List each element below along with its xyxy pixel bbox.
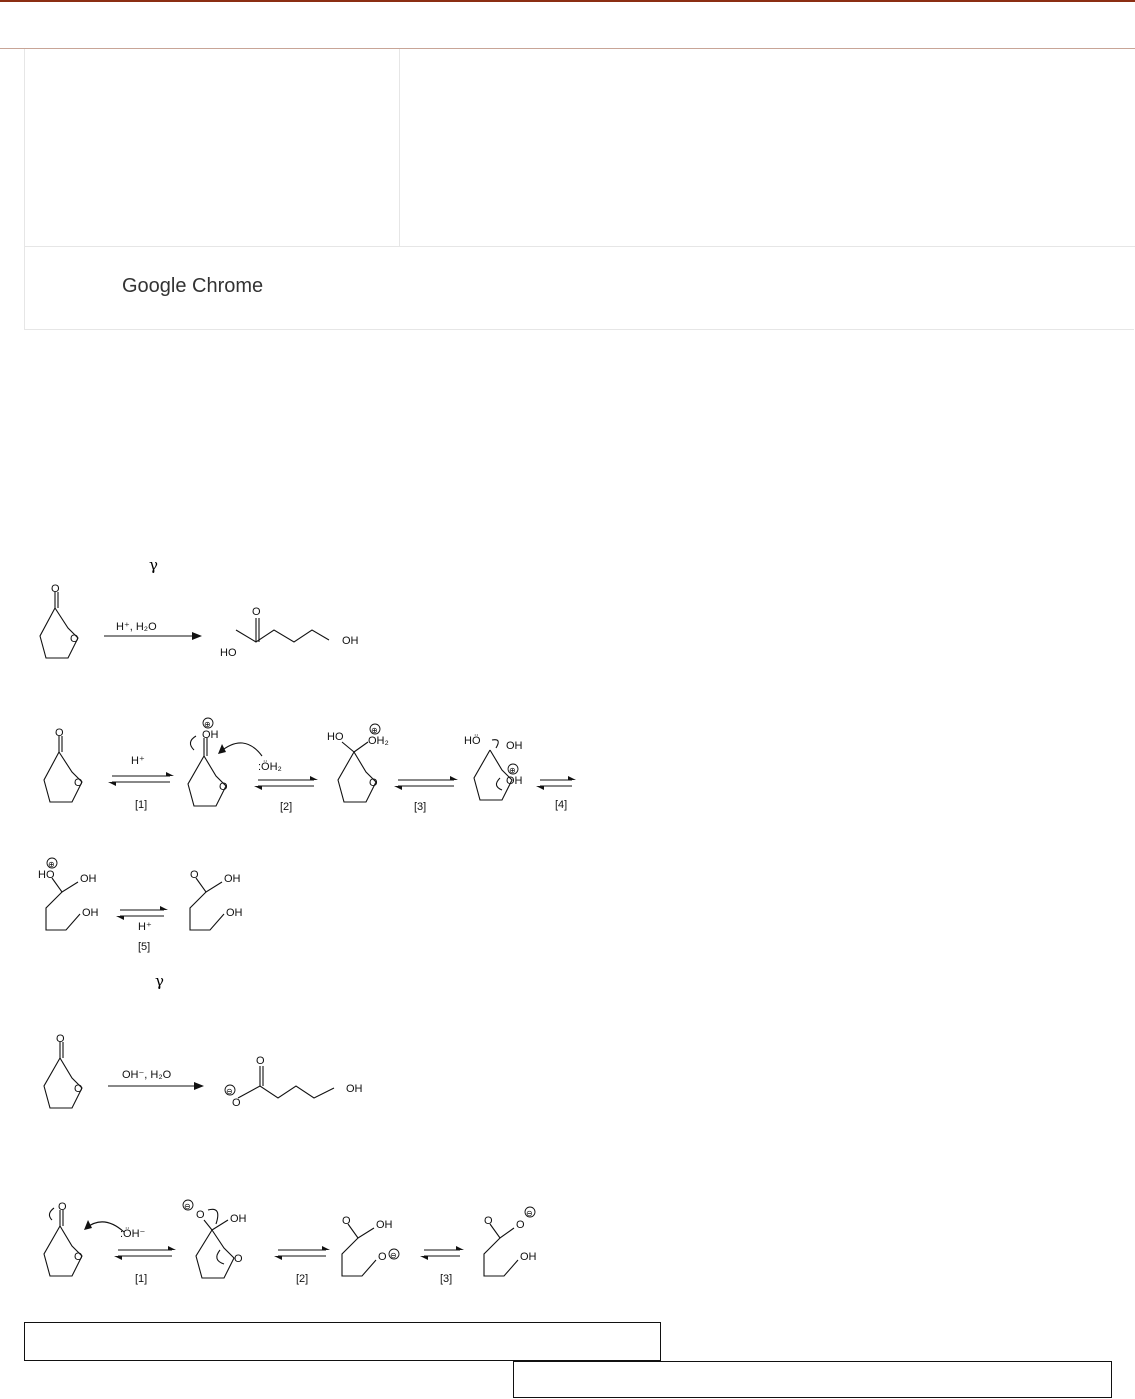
svg-text:HO: HO bbox=[38, 869, 55, 881]
equilibrium-arrow-4 bbox=[536, 776, 576, 790]
svg-text:O: O bbox=[74, 1251, 83, 1263]
acid-alkoxide-structure bbox=[342, 1215, 399, 1276]
svg-text:O: O bbox=[342, 1215, 351, 1227]
hydroxy-acid-product-structure bbox=[190, 869, 243, 930]
svg-text:O: O bbox=[74, 1083, 83, 1095]
carbonyl-o-label: O bbox=[51, 583, 60, 595]
svg-text:O: O bbox=[58, 1201, 67, 1213]
step-label-1: [1] bbox=[135, 1273, 148, 1285]
gamma-symbol: γ bbox=[155, 972, 164, 990]
svg-text:O: O bbox=[232, 1097, 241, 1109]
svg-text:⊖: ⊖ bbox=[184, 1202, 191, 1211]
acid-mechanism-row-1 bbox=[24, 712, 584, 822]
svg-text:⊕: ⊕ bbox=[371, 726, 378, 735]
svg-text:OH: OH bbox=[506, 740, 523, 752]
table-row-divider bbox=[25, 246, 1135, 247]
svg-text:O: O bbox=[74, 777, 83, 789]
svg-text:HO: HO bbox=[327, 731, 344, 743]
ring-o-label: O bbox=[70, 633, 79, 645]
svg-text:OH: OH bbox=[346, 1083, 363, 1095]
answer-input-box-1[interactable] bbox=[24, 1322, 661, 1361]
table-empty-cell bbox=[25, 49, 400, 246]
equilibrium-arrow-2 bbox=[254, 776, 318, 790]
equilibrium-arrow-3 bbox=[420, 1246, 464, 1260]
step-label-2: [2] bbox=[296, 1273, 309, 1285]
svg-text:O: O bbox=[190, 869, 199, 881]
tetrahedral-intermediate-2-structure bbox=[464, 735, 523, 800]
alcohol-oh-label: OH bbox=[342, 635, 359, 647]
gamma-butyrolactone-structure bbox=[40, 583, 79, 658]
step5-reagent-label: H⁺ bbox=[138, 921, 152, 933]
4-hydroxybutanoic-acid-structure bbox=[220, 606, 359, 659]
svg-text:OH: OH bbox=[224, 873, 241, 885]
gamma-symbol: γ bbox=[149, 556, 158, 574]
hydroxybutanoate-product-structure bbox=[484, 1207, 537, 1276]
base-reagents-label: OH⁻, H₂O bbox=[122, 1069, 172, 1081]
plus-charge: ⊕ bbox=[204, 720, 211, 729]
equilibrium-arrow-2 bbox=[274, 1246, 330, 1260]
4-hydroxybutanoate-structure bbox=[225, 1055, 363, 1109]
base-overall-reaction bbox=[24, 1030, 384, 1120]
lactone-start-structure bbox=[44, 1201, 124, 1276]
svg-text:O: O bbox=[516, 1219, 525, 1231]
base-mechanism bbox=[24, 1190, 544, 1300]
step1-reagent-label: H⁺ bbox=[131, 755, 145, 767]
svg-text:OH: OH bbox=[506, 775, 523, 787]
svg-text:OH: OH bbox=[376, 1219, 393, 1231]
reaction-arrow bbox=[104, 632, 202, 640]
svg-text:⊖: ⊖ bbox=[226, 1087, 233, 1096]
tetrahedral-alkoxide-structure bbox=[183, 1200, 247, 1278]
svg-text:HÖ: HÖ bbox=[464, 735, 481, 747]
hydroxide-nucleophile-label: :ÖH⁻ bbox=[120, 1228, 146, 1240]
svg-text:⊖: ⊖ bbox=[526, 1209, 533, 1218]
equilibrium-arrow-3 bbox=[394, 776, 458, 790]
reaction-arrow bbox=[108, 1082, 204, 1090]
svg-text:⊖: ⊖ bbox=[390, 1251, 397, 1260]
svg-text:O: O bbox=[55, 727, 64, 739]
acid-overall-reaction bbox=[24, 580, 384, 670]
svg-text:O: O bbox=[234, 1253, 243, 1265]
equilibrium-arrow-5 bbox=[116, 906, 168, 920]
browser-name-label: Google Chrome bbox=[122, 275, 264, 297]
acid-ho-label: HO bbox=[220, 647, 237, 659]
acid-carbonyl-o-label: O bbox=[252, 606, 261, 618]
svg-text:O: O bbox=[484, 1215, 493, 1227]
step-label-2: [2] bbox=[280, 801, 293, 813]
water-nucleophile-label: :ÖH₂ bbox=[258, 761, 282, 773]
step-label-3: [3] bbox=[440, 1273, 453, 1285]
answer-input-box-2[interactable] bbox=[513, 1361, 1112, 1398]
svg-text:OH: OH bbox=[230, 1213, 247, 1225]
svg-text:OH: OH bbox=[82, 907, 99, 919]
svg-text:OH: OH bbox=[520, 1251, 537, 1263]
step-label-4: [4] bbox=[555, 799, 568, 811]
equilibrium-arrow-1 bbox=[108, 772, 174, 786]
svg-text:O: O bbox=[256, 1055, 265, 1067]
page-header bbox=[0, 2, 1135, 48]
svg-text:O: O bbox=[369, 777, 378, 789]
svg-text:⊕: ⊕ bbox=[48, 860, 55, 869]
svg-text:O: O bbox=[56, 1033, 65, 1045]
step-label-3: [3] bbox=[414, 801, 427, 813]
svg-text:OH: OH bbox=[226, 907, 243, 919]
tetrahedral-intermediate-1-structure bbox=[327, 724, 389, 802]
svg-text:⊕: ⊕ bbox=[509, 766, 516, 775]
lactone-start-structure bbox=[44, 727, 83, 802]
svg-text:OH: OH bbox=[80, 873, 97, 885]
svg-text:O: O bbox=[378, 1251, 387, 1263]
svg-text:O: O bbox=[196, 1209, 205, 1221]
browser-support-table bbox=[24, 49, 1134, 330]
equilibrium-arrow-1 bbox=[114, 1246, 176, 1260]
step-label-1: [1] bbox=[135, 799, 148, 811]
acid-mechanism-row-2 bbox=[24, 852, 284, 962]
acid-reagents-label: H⁺, H₂O bbox=[116, 621, 157, 633]
svg-text:OH₂: OH₂ bbox=[368, 735, 389, 747]
svg-text:OH: OH bbox=[202, 729, 219, 741]
step-label-5: [5] bbox=[138, 941, 151, 953]
gamma-butyrolactone-structure bbox=[44, 1033, 83, 1108]
svg-text:O: O bbox=[219, 781, 228, 793]
protonated-lactone-structure bbox=[188, 718, 262, 806]
protonated-acid-structure bbox=[38, 858, 99, 930]
